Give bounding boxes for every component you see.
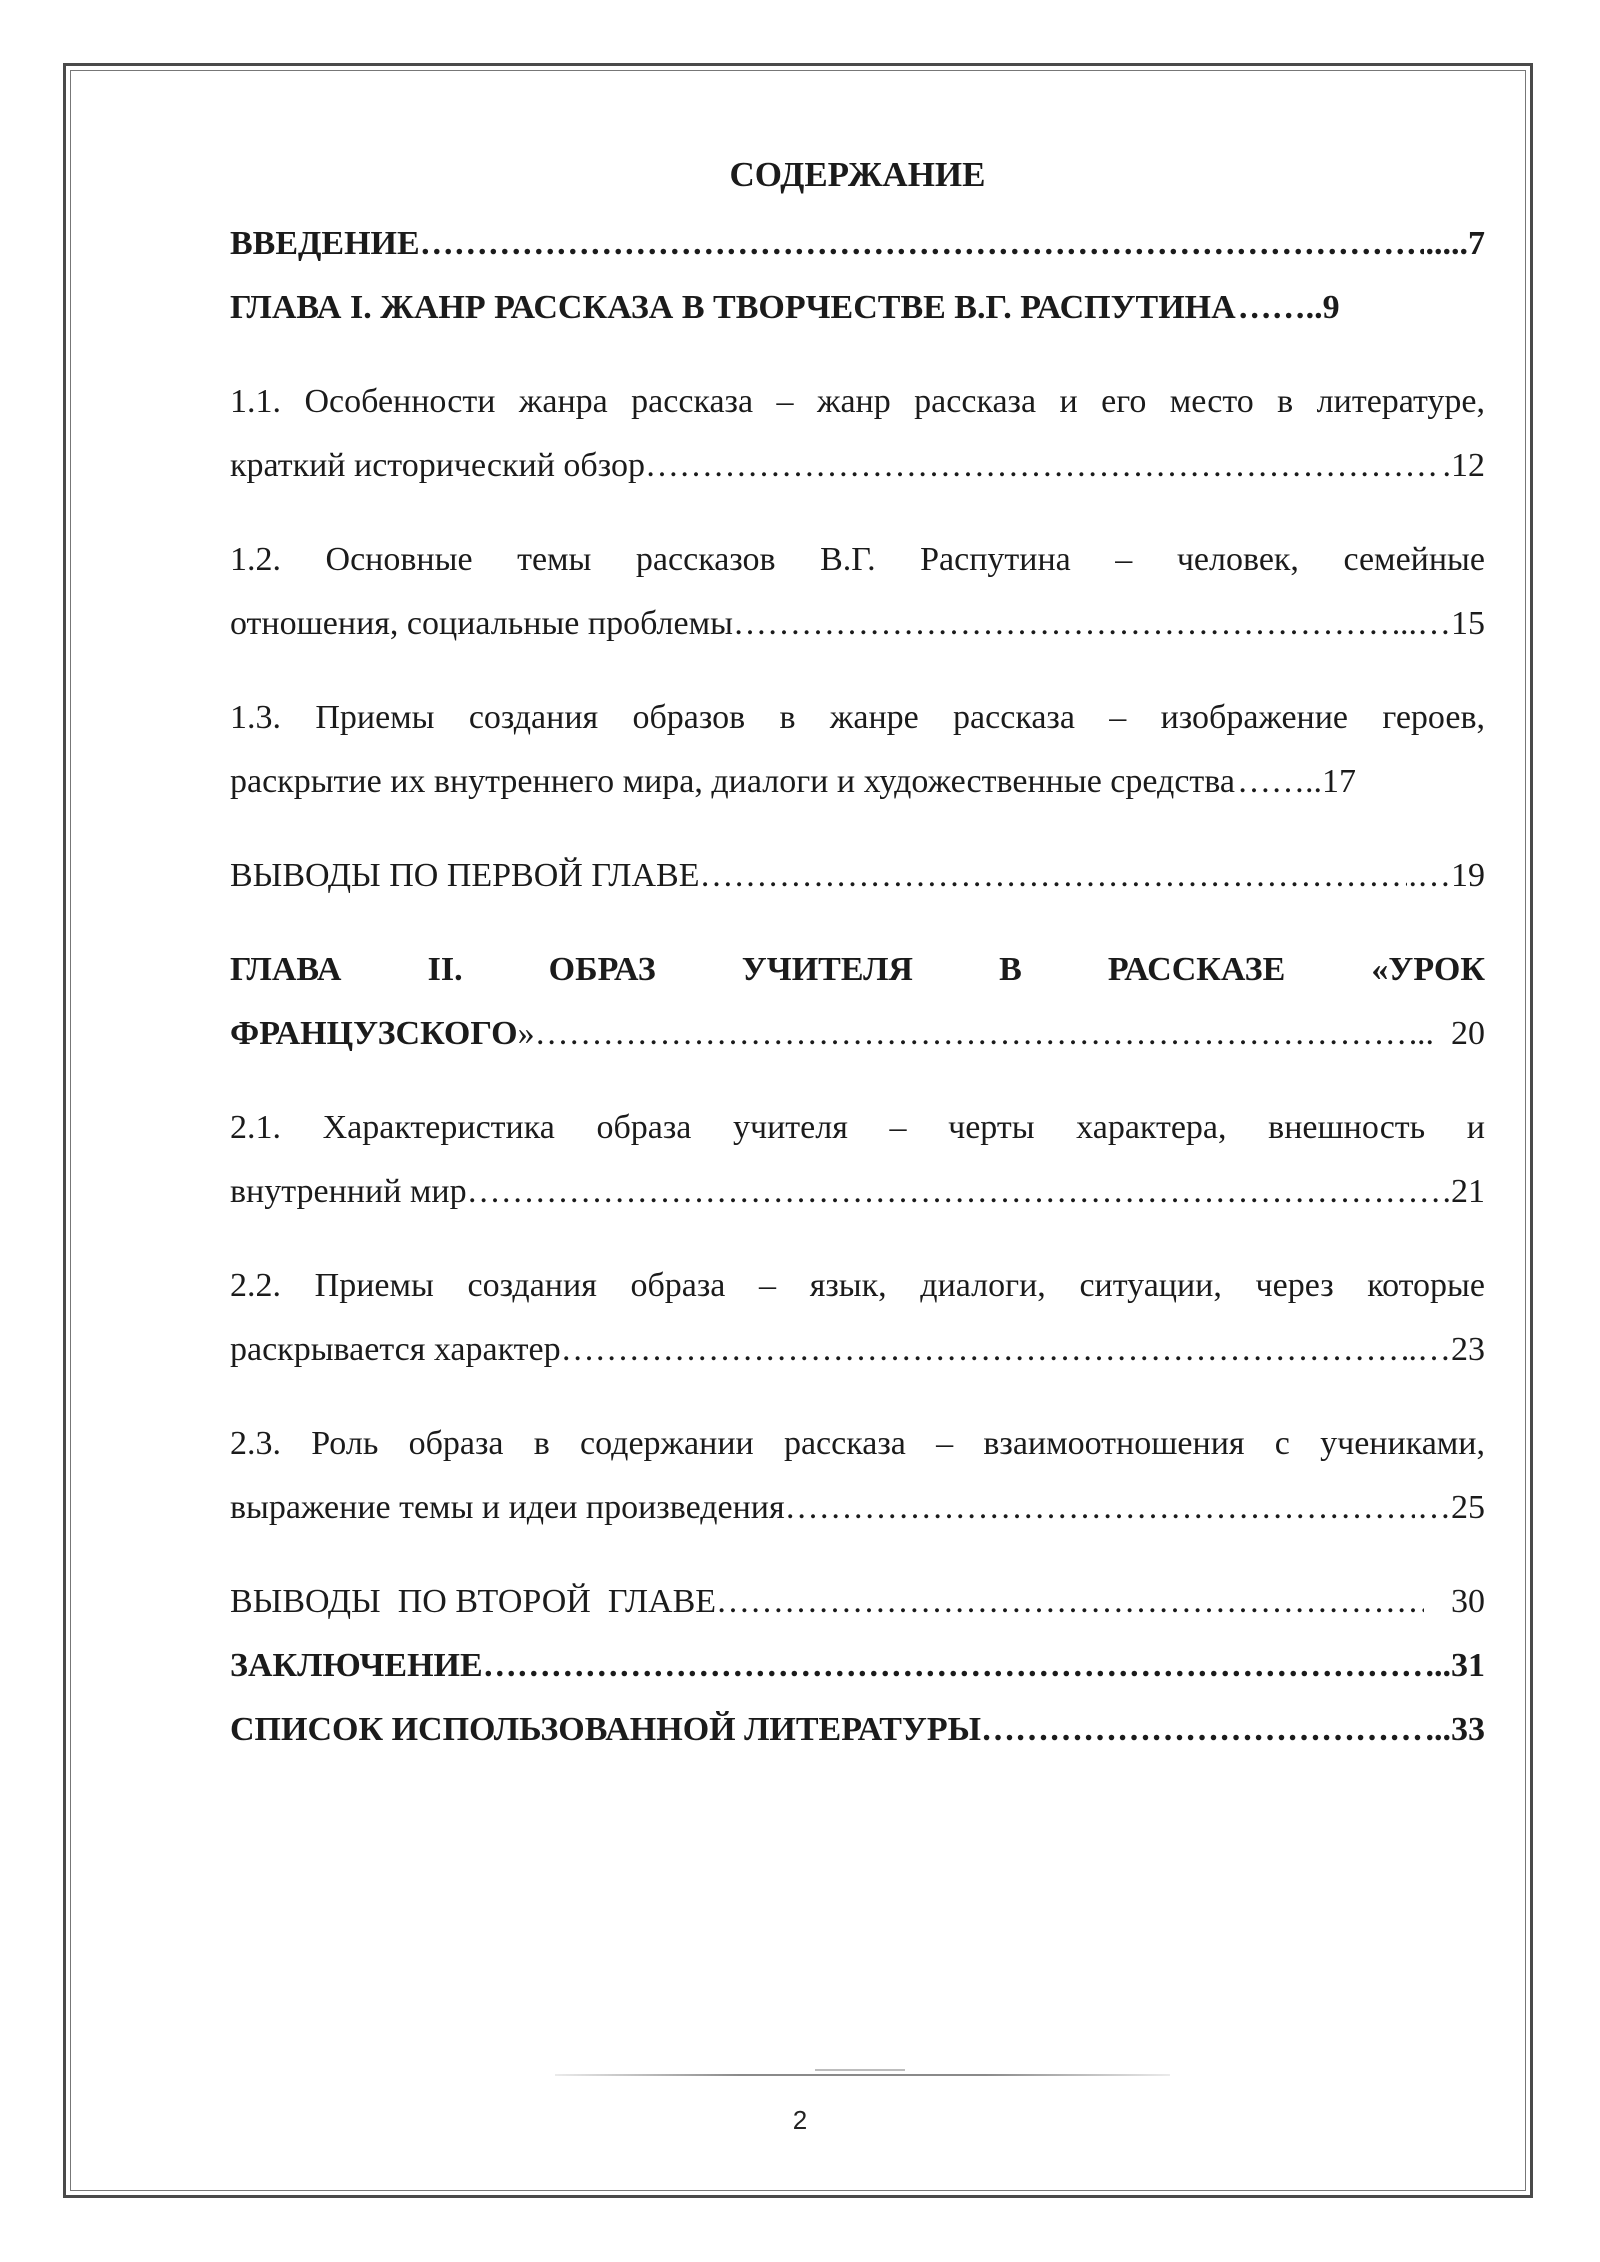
toc-entry-section-1-3	[230, 686, 1485, 814]
toc-entry-chapter-2	[230, 938, 1485, 1066]
toc-entry-text: 1.2. Основные темы рассказов В.Г. Распутина – человек, семейные	[230, 541, 1485, 578]
toc-entry-text: СПИСОК ИСПОЛЬЗОВАННОЙ ЛИТЕРАТУРЫ	[230, 1711, 981, 1748]
toc-entry-text: 1.1. Особенности жанра рассказа – жанр рассказа и его место в литературе,	[230, 383, 1485, 420]
toc-entry-text: ЗАКЛЮЧЕНИЕ	[230, 1647, 483, 1684]
footer-divider	[555, 2074, 1170, 2076]
footer-page-number: 2	[792, 2105, 808, 2135]
dot-leader	[716, 1570, 1423, 1634]
toc-entry-section-2-3	[230, 1412, 1485, 1540]
toc-entry-section-1-2	[230, 528, 1485, 656]
toc-title: СОДЕРЖАНИЕ	[729, 155, 986, 194]
toc-page-number: .12	[1442, 447, 1485, 484]
dot-leader	[467, 1160, 1441, 1224]
toc-page-number: .21	[1442, 1173, 1485, 1210]
toc-entry-text-continued: внутренний мир	[230, 1173, 467, 1210]
toc-page-number: ……..17	[1236, 763, 1356, 800]
toc-entry-text: ГЛАВА I. ЖАНР РАССКАЗА В ТВОРЧЕСТВЕ В.Г. РАСПУТИНА	[230, 289, 1236, 326]
dot-leader	[535, 1002, 1415, 1066]
toc-page-number: ……..9	[1237, 289, 1340, 326]
toc-entry-text: ГЛАВА II. ОБРАЗ УЧИТЕЛЯ В РАССКАЗЕ «УРОК	[230, 951, 1485, 988]
toc-entry-text: 2.2. Приемы создания образа – язык, диалоги, ситуации, через которые	[230, 1267, 1485, 1304]
dot-leader	[700, 844, 1407, 908]
toc-entry-text: ВВЕДЕНИЕ	[230, 225, 420, 262]
dot-leader	[785, 1476, 1415, 1540]
dot-leader	[645, 434, 1441, 498]
toc-entry-conclusion	[230, 1634, 1485, 1698]
table-of-contents	[230, 150, 1485, 1762]
toc-page-number: ...31	[1425, 1647, 1485, 1684]
toc-entry-text: 2.1. Характеристика образа учителя – черты характера, внешность и	[230, 1109, 1485, 1146]
toc-entry-text-continued: ФРАНЦУЗСКОГО	[230, 1015, 518, 1052]
toc-page-number: .…23	[1408, 1331, 1485, 1368]
dot-leader	[733, 592, 1398, 656]
toc-entry-text: ВЫВОДЫ ПО ВТОРОЙ ГЛАВЕ	[230, 1583, 717, 1620]
toc-page-number: ..…15	[1400, 605, 1485, 642]
toc-entry-text-continued: отношения, социальные проблемы	[230, 605, 733, 642]
toc-page-number: ...33	[1425, 1711, 1485, 1748]
toc-page-number: .....7	[1425, 225, 1485, 262]
toc-entry-section-1-1	[230, 370, 1485, 498]
dot-leader	[483, 1634, 1424, 1698]
closing-quote: »	[517, 1015, 535, 1052]
toc-entry-text: ВЫВОДЫ ПО ПЕРВОЙ ГЛАВЕ	[230, 857, 700, 894]
toc-entry-section-2-1	[230, 1096, 1485, 1224]
toc-entry-conclusion-chapter-2	[230, 1570, 1485, 1634]
toc-entry-text-continued: выражение темы и идеи произведения	[230, 1489, 785, 1526]
toc-page-number: 30	[1425, 1583, 1485, 1620]
dot-leader	[420, 212, 1424, 276]
toc-entry-text-continued: раскрывается характер	[230, 1331, 561, 1368]
toc-entry-introduction	[230, 212, 1485, 276]
toc-entry-text: 1.3. Приемы создания образов в жанре рассказа – изображение героев,	[230, 699, 1485, 736]
footer-divider-accent	[815, 2069, 905, 2071]
toc-entry-text: 2.3. Роль образа в содержании рассказа – взаимоотношения с учениками,	[230, 1425, 1485, 1462]
toc-page-number: …25	[1417, 1489, 1485, 1526]
dot-leader	[981, 1698, 1424, 1762]
toc-entry-text-continued: раскрытие их внутреннего мира, диалоги и художественные средства	[230, 763, 1235, 800]
toc-entry-section-2-2	[230, 1254, 1485, 1382]
toc-page-number: .. 20	[1417, 1015, 1485, 1052]
toc-page-number: .…19	[1408, 857, 1485, 894]
toc-entry-text-continued: краткий исторический обзор	[230, 447, 645, 484]
toc-entry-chapter-1	[230, 276, 1485, 340]
toc-entry-conclusion-chapter-1	[230, 844, 1485, 908]
dot-leader	[561, 1318, 1407, 1382]
toc-entry-bibliography	[230, 1698, 1485, 1762]
